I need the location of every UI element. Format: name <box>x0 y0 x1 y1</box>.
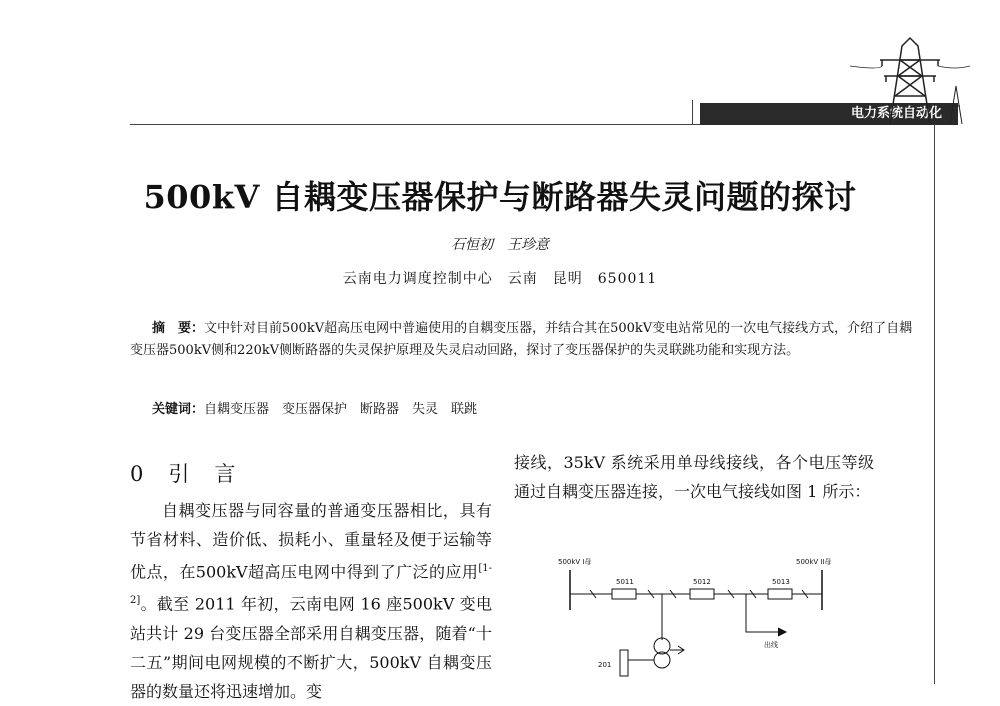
bus-right-label: 500kV II母 <box>796 558 832 566</box>
breaker-5011-label: 5011 <box>616 578 634 586</box>
breaker-5012-label: 5012 <box>693 578 711 586</box>
breaker-5013 <box>768 589 792 599</box>
breaker-201 <box>620 650 628 676</box>
left-column-paragraph <box>130 496 492 706</box>
outgoing-label: 出线 <box>764 641 778 649</box>
abstract <box>130 318 920 362</box>
right-column-paragraph: 接线，35kV 系统采用单母线接线，各个电压等级通过自耦变压器连接，一次电气接线如图 1 所示： <box>514 453 874 501</box>
bus-left-label: 500kV I母 <box>558 558 592 566</box>
paper-authors: 石恒初 王珍意 <box>451 237 549 253</box>
keywords-text: 自耦变压器 变压器保护 断路器 失灵 联跳 <box>204 402 478 417</box>
breaker-5012 <box>690 589 714 599</box>
wiring-diagram-figure <box>550 550 850 684</box>
abstract-text: 文中针对目前500kV超高压电网中普遍使用的自耦变压器，并结合其在500kV变电站常见的一次电气接线方式，介绍了自耦变压器500kV侧和220kV侧断路器的失灵保护原理及失灵启动回路，探讨了变压器保护的失灵联跳功能和实现方法。 <box>130 321 913 358</box>
transmission-tower-icon <box>850 36 970 124</box>
journal-section-label: 电力系统自动化 <box>700 103 958 125</box>
left-para-part-a: 自耦变压器与同容量的普通变压器相比，具有节省材料、造价低、损耗小、重量轻及便于运输等优点，在500kV超高压电网中得到了广泛的应用 <box>130 501 492 582</box>
breaker-5013-label: 5013 <box>772 578 790 586</box>
abstract-label: 摘 要： <box>152 321 205 336</box>
breaker-201-label: 201 <box>598 661 612 669</box>
breaker-5011 <box>612 589 636 599</box>
paper-affiliation: 云南电力调度控制中心 云南 昆明 650011 <box>342 271 658 287</box>
keywords-label: 关键词： <box>152 402 205 417</box>
header-divider <box>692 100 693 125</box>
citation: [1-2] <box>130 563 492 607</box>
section-heading: 0 引 言 <box>130 462 238 486</box>
paper-title: 500kV 自耦变压器保护与断路器失灵问题的探讨 <box>143 178 857 216</box>
keywords <box>152 398 912 417</box>
left-para-part-b: 。截至 2011 年初，云南电网 16 座500kV 变电站共计 29 台变压器全部采用自耦变压器，随着“十二五”期间电网规模的不断扩大，500kV 自耦变压器的数量还将迅速增加。变 <box>130 594 492 701</box>
